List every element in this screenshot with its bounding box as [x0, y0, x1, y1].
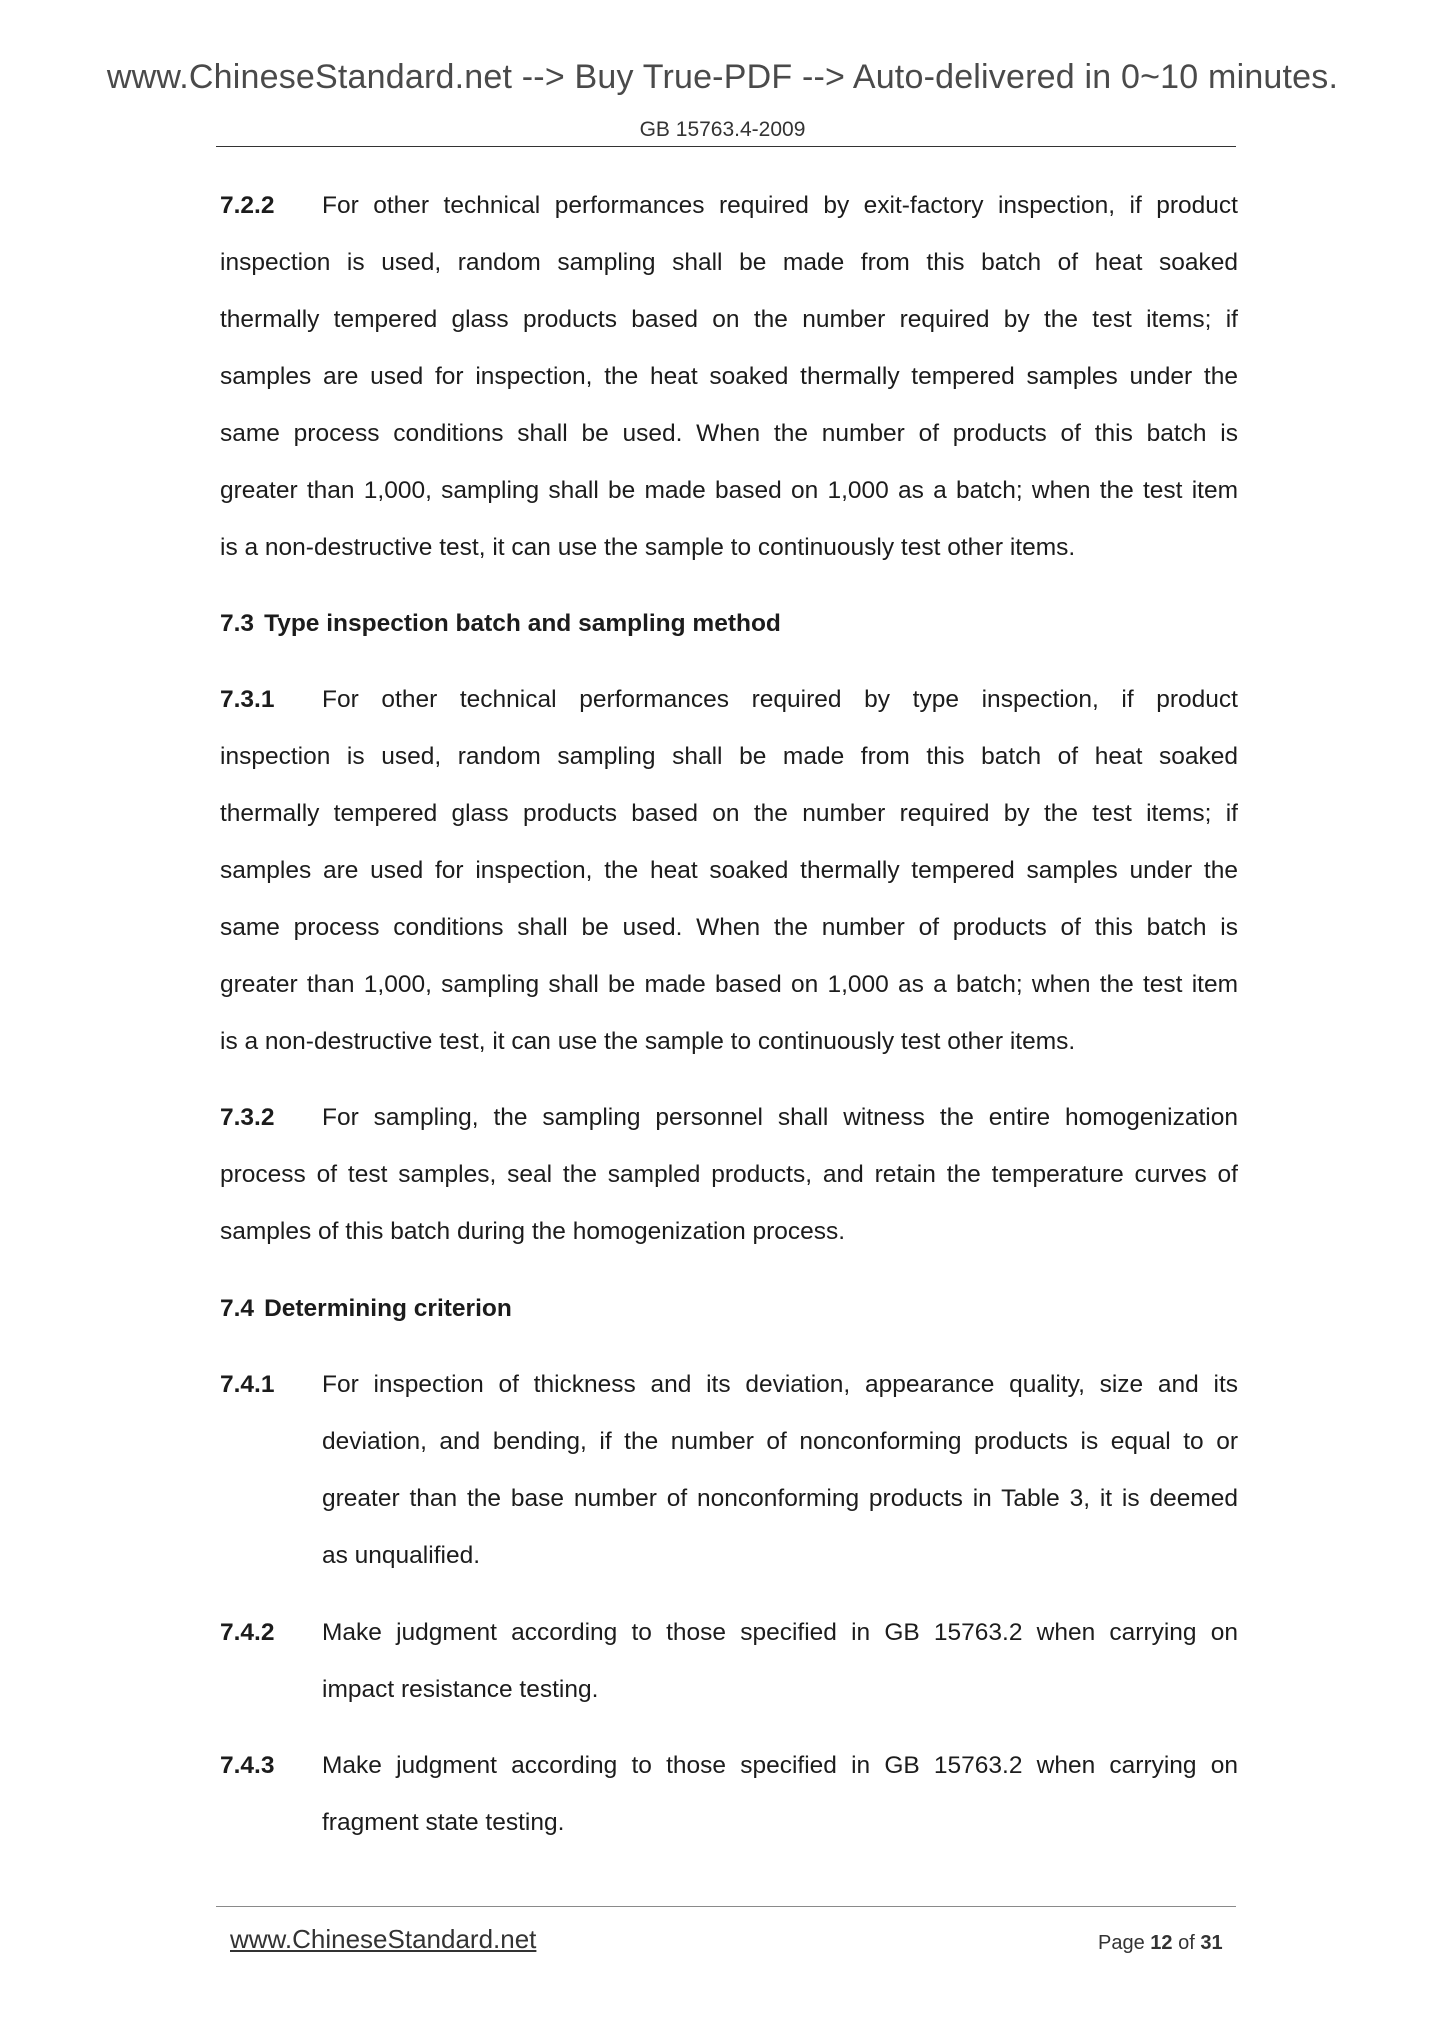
page-total: 31: [1200, 1932, 1223, 1954]
clause-7-4-1-line: For inspection of thickness and its deviation, appearance quality, size and its: [322, 1371, 1238, 1398]
clause-7-4-1-line: greater than the base number of nonconforming products in Table 3, it is deemed: [322, 1485, 1238, 1512]
section-heading-7-3: [220, 608, 781, 640]
clause-number-7-4-1: 7.4.1: [220, 1371, 275, 1398]
clause-7-4-1-line: deviation, and bending, if the number of nonconforming products is equal to or: [322, 1428, 1238, 1455]
clause-7-2-2-line: greater than 1,000, sampling shall be made based on 1,000 as a batch; when the test item: [220, 477, 1238, 504]
clause-number-7-4-3: 7.4.3: [220, 1752, 275, 1779]
clause-7-3-2-line: process of test samples, seal the sampled products, and retain the temperature curves of: [220, 1161, 1238, 1188]
clause-7-4-2-line: Make judgment according to those specified in GB 15763.2 when carrying on: [322, 1619, 1238, 1646]
clause-7-2-2-line: inspection is used, random sampling shall be made from this batch of heat soaked: [220, 249, 1238, 276]
clause-7-3-1-line: For other technical performances required by type inspection, if product: [322, 686, 1238, 713]
section-heading-number: 7.3: [220, 610, 255, 637]
clause-7-2-2-line: samples are used for inspection, the heat soaked thermally tempered samples under the: [220, 363, 1238, 390]
clause-7-3-2-line: samples of this batch during the homogenization process.: [220, 1218, 846, 1245]
clause-7-3-2-line: For sampling, the sampling personnel shall witness the entire homogenization: [322, 1104, 1238, 1131]
clause-7-2-2-line: is a non-destructive test, it can use the sample to continuously test other items.: [220, 534, 1076, 561]
section-heading-number: 7.4: [220, 1295, 255, 1322]
page-current: 12: [1150, 1932, 1173, 1954]
page-header-banner: www.ChineseStandard.net --> Buy True-PDF --> Auto-delivered in 0~10 minutes.: [106, 58, 1339, 96]
section-heading-title: Determining criterion: [264, 1295, 512, 1322]
clause-7-2-2-line: For other technical performances required by exit-factory inspection, if product: [322, 192, 1238, 219]
standard-code: GB 15763.4-2009: [639, 118, 806, 141]
clause-7-3-1-line: greater than 1,000, sampling shall be made based on 1,000 as a batch; when the test item: [220, 971, 1238, 998]
clause-7-3-1-line: is a non-destructive test, it can use the sample to continuously test other items.: [220, 1028, 1076, 1055]
clause-7-4-1-line: as unqualified.: [322, 1542, 481, 1569]
clause-7-4-3-line: fragment state testing.: [322, 1809, 565, 1836]
page-of: of: [1178, 1932, 1195, 1954]
page-number: [1098, 1932, 1223, 1955]
clause-7-4-3-line: Make judgment according to those specified in GB 15763.2 when carrying on: [322, 1752, 1238, 1779]
clause-number-7-3-1: 7.3.1: [220, 686, 275, 713]
section-heading-title: Type inspection batch and sampling method: [264, 610, 781, 637]
clause-7-2-2-line: thermally tempered glass products based on the number required by the test items; if: [220, 306, 1238, 333]
clause-number-7-4-2: 7.4.2: [220, 1619, 275, 1646]
clause-7-4-2-line: impact resistance testing.: [322, 1676, 599, 1703]
section-heading-7-4: [220, 1293, 512, 1325]
clause-number-7-3-2: 7.3.2: [220, 1104, 275, 1131]
footer-rule: [216, 1906, 1236, 1907]
clause-7-3-1-line: same process conditions shall be used. When the number of products of this batch is: [220, 914, 1238, 941]
clause-7-3-1-line: thermally tempered glass products based on the number required by the test items; if: [220, 800, 1238, 827]
clause-7-3-1-line: samples are used for inspection, the heat soaked thermally tempered samples under the: [220, 857, 1238, 884]
footer-website-link[interactable]: www.ChineseStandard.net: [230, 1924, 537, 1954]
clause-number-7-2-2: 7.2.2: [220, 192, 275, 219]
clause-7-3-1-line: inspection is used, random sampling shall be made from this batch of heat soaked: [220, 743, 1238, 770]
clause-7-2-2-line: same process conditions shall be used. When the number of products of this batch is: [220, 420, 1238, 447]
page-prefix: Page: [1098, 1932, 1145, 1954]
